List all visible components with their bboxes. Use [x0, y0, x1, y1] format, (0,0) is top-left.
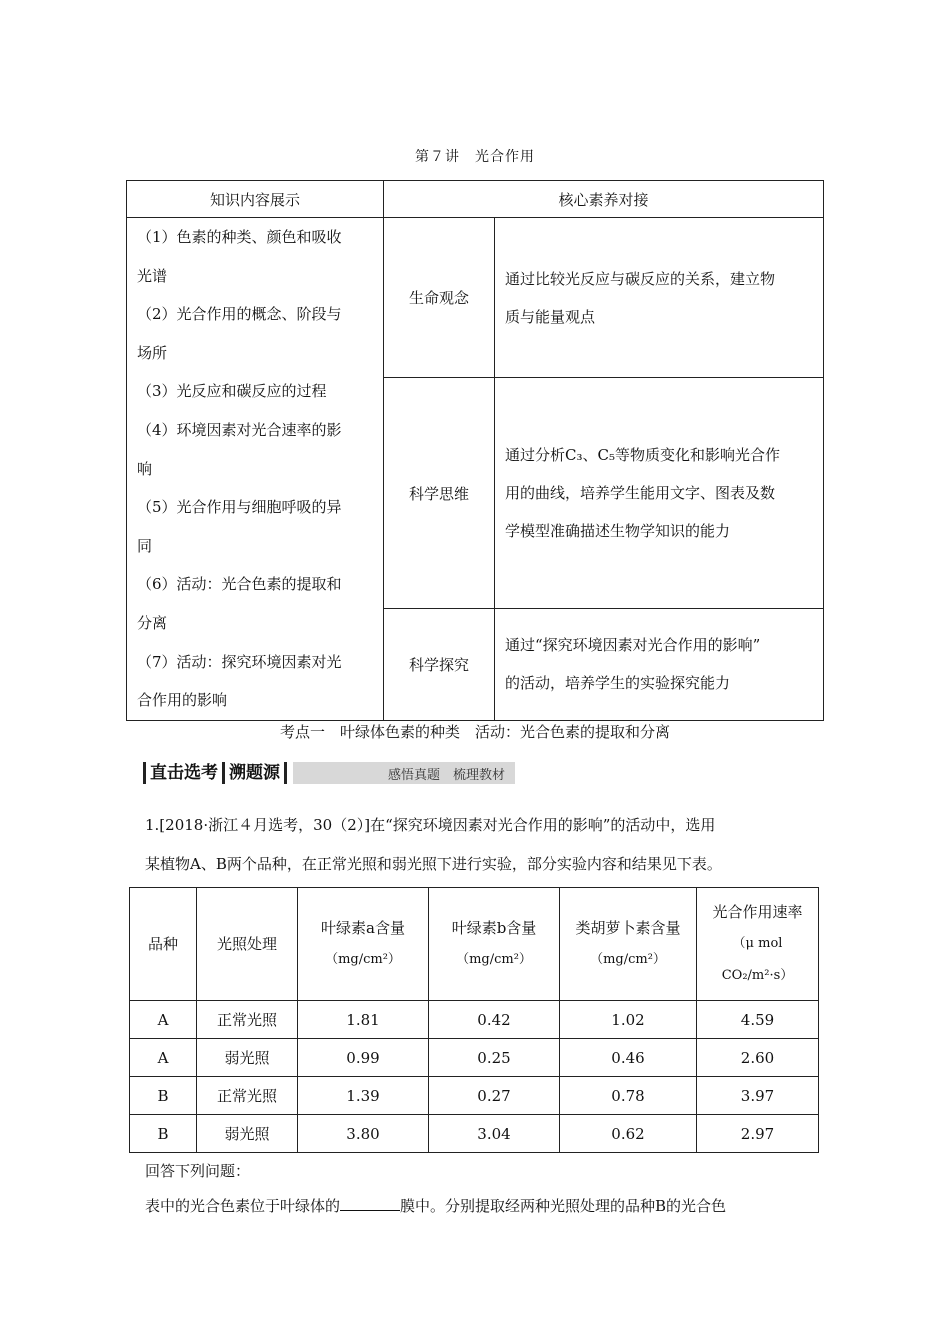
- cell: 0.46: [560, 1039, 697, 1077]
- banner-part-1: 直击选考: [143, 762, 225, 784]
- table-row: [130, 1039, 819, 1077]
- category-science-inquiry: 科学探究: [384, 608, 495, 720]
- cell: B: [130, 1115, 197, 1153]
- table-row: [130, 1001, 819, 1039]
- col-header: [130, 888, 197, 1001]
- cell: 0.25: [429, 1039, 560, 1077]
- knowledge-line: （3）光反应和碳反应的过程: [137, 382, 327, 401]
- table-row: [130, 1077, 819, 1115]
- col-header: [560, 888, 697, 1001]
- knowledge-line: 同: [137, 536, 153, 555]
- category-science-thinking: 科学思维: [384, 378, 495, 609]
- description-line: 通过“探究环境因素对光合作用的影响”: [505, 636, 761, 655]
- col-header-text: 品种: [147, 935, 178, 953]
- data-table: [129, 887, 819, 1153]
- cell: 1.81: [298, 1001, 429, 1039]
- knowledge-line: 光谱: [137, 266, 168, 285]
- section-heading: 考点一 叶绿体色素的种类 活动：光合色素的提取和分离: [279, 723, 670, 741]
- cell: 2.97: [697, 1115, 819, 1153]
- description: [495, 378, 824, 609]
- category-life-concept: 生命观念: [384, 218, 495, 378]
- description-line: 学模型准确描述生物学知识的能力: [505, 522, 731, 541]
- knowledge-line: （1）色素的种类、颜色和吸收: [137, 228, 342, 246]
- knowledge-line: 合作用的影响: [137, 691, 228, 710]
- col-header-unit: （mg/cm²）: [325, 952, 401, 967]
- cell: 3.80: [298, 1115, 429, 1153]
- answer-line: [145, 1195, 726, 1216]
- knowledge-line: 响: [137, 459, 153, 478]
- description-line: 通过比较光反应与碳反应的关系，建立物: [505, 269, 776, 288]
- cell: 0.42: [429, 1001, 560, 1039]
- cell: 4.59: [697, 1001, 819, 1039]
- cell: 3.04: [429, 1115, 560, 1153]
- cell: 0.62: [560, 1115, 697, 1153]
- table-row: [130, 1115, 819, 1153]
- fill-blank[interactable]: [340, 1196, 400, 1211]
- section-banner: [143, 760, 515, 786]
- col-header-unit: （μ mol CO₂/m²·s）: [721, 936, 794, 983]
- cell: B: [130, 1077, 197, 1115]
- cell: 2.60: [697, 1039, 819, 1077]
- knowledge-line: （7）活动：探究环境因素对光: [137, 652, 342, 671]
- page-title: 第７讲 光合作用: [415, 149, 535, 165]
- question-line-2: 某植物A、B两个品种，在正常光照和弱光照下进行实验，部分实验内容和结果见下表。: [145, 855, 722, 873]
- knowledge-line: （4）环境因素对光合速率的影: [137, 420, 342, 439]
- col-header: [298, 888, 429, 1001]
- cell: 0.78: [560, 1077, 697, 1115]
- cell: 3.97: [697, 1077, 819, 1115]
- description-line: 质与能量观点: [505, 307, 596, 326]
- cell: 正常光照: [197, 1077, 298, 1115]
- cell: 1.02: [560, 1001, 697, 1039]
- col-header-text: 光合作用速率: [712, 903, 803, 921]
- col-header: [429, 888, 560, 1001]
- col-header-text: 叶绿素a含量: [321, 919, 405, 937]
- answer-text: 表中的光合色素位于叶绿体的: [145, 1197, 341, 1215]
- cell: A: [130, 1001, 197, 1039]
- knowledge-table: [126, 180, 824, 721]
- col-header-text: 叶绿素b含量: [451, 919, 537, 937]
- description: [495, 218, 824, 378]
- cell: 0.99: [298, 1039, 429, 1077]
- knowledge-line: （2）光合作用的概念、阶段与: [137, 305, 342, 324]
- description-line: 用的曲线，培养学生能用文字、图表及数: [505, 484, 776, 503]
- description-line: 通过分析C₃、C₅等物质变化和影响光合作: [505, 446, 780, 465]
- description: [495, 608, 824, 720]
- cell: 0.27: [429, 1077, 560, 1115]
- col-header-unit: （mg/cm²）: [456, 952, 532, 967]
- col-header-text: 光照处理: [216, 935, 277, 953]
- knowledge-line: （5）光合作用与细胞呼吸的异: [137, 498, 342, 517]
- question-line-1: 1.[2018·浙江４月选考，30（2）]在“探究环境因素对光合作用的影响”的活动中，选用: [145, 816, 716, 834]
- header-literacy: 核心素养对接: [384, 181, 824, 218]
- banner-part-2: 溯题源: [225, 762, 287, 784]
- col-header: [197, 888, 298, 1001]
- col-header: [697, 888, 819, 1001]
- cell: 正常光照: [197, 1001, 298, 1039]
- cell: 1.39: [298, 1077, 429, 1115]
- knowledge-line: （6）活动：光合色素的提取和: [137, 575, 342, 594]
- knowledge-content: [127, 218, 384, 721]
- knowledge-line: 分离: [137, 613, 168, 632]
- answer-prompt: 回答下列问题：: [145, 1162, 251, 1180]
- col-header-unit: （mg/cm²）: [590, 952, 666, 967]
- banner-part-3: 感悟真题 梳理教材: [293, 762, 515, 784]
- knowledge-line: 场所: [137, 343, 168, 362]
- cell: 弱光照: [197, 1039, 298, 1077]
- cell: 弱光照: [197, 1115, 298, 1153]
- answer-text: 膜中。分别提取经两种光照处理的品种B的光合色: [400, 1197, 727, 1215]
- description-line: 的活动，培养学生的实验探究能力: [505, 674, 731, 693]
- header-knowledge: 知识内容展示: [127, 181, 384, 218]
- cell: A: [130, 1039, 197, 1077]
- col-header-text: 类胡萝卜素含量: [575, 919, 681, 937]
